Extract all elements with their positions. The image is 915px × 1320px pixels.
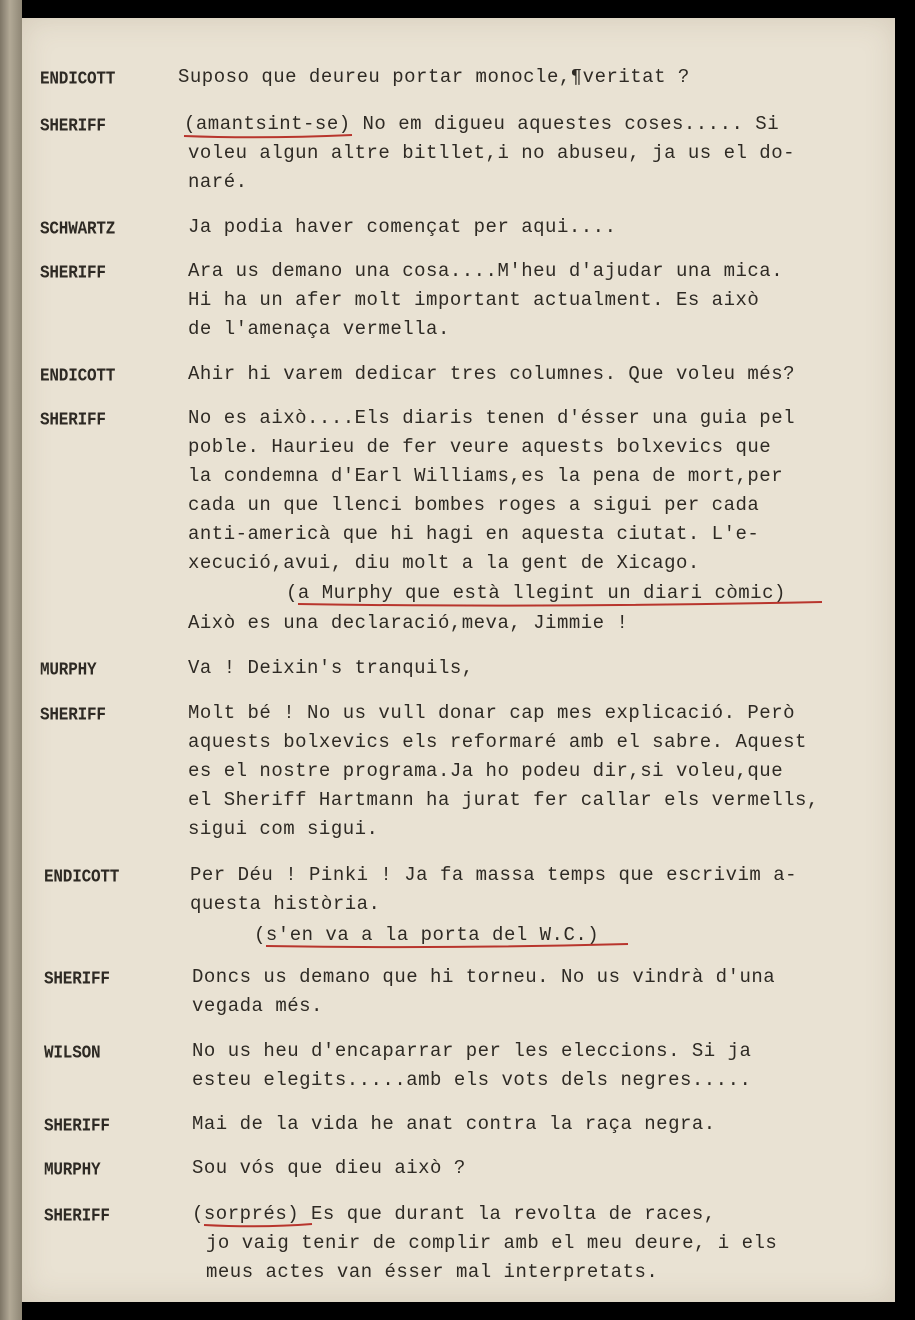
dialogue-line: es el nostre programa.Ja ho podeu dir,si voleu,que — [188, 760, 784, 782]
dialogue-line: anti-americà que hi hagi en aquesta ciutat. L'e- — [188, 523, 760, 545]
speaker-label: MURPHY — [44, 1159, 101, 1181]
dialogue-line: Ahir hi varem dedicar tres columnes. Que voleu més? — [188, 363, 795, 385]
dialogue-line: Ja podia haver començat per aqui.... — [188, 216, 617, 238]
dialogue-line: (sorprés) Es que durant la revolta de races, — [192, 1203, 716, 1225]
speaker-label: MURPHY — [40, 659, 97, 681]
dialogue-line: la condemna d'Earl Williams,es la pena de mort,per — [188, 465, 784, 487]
dialogue-line: cada un que llenci bombes roges a sigui per cada — [188, 494, 760, 516]
speaker-label: SHERIFF — [44, 1205, 110, 1227]
dialogue-line: jo vaig tenir de complir amb el meu deure, i els — [206, 1232, 778, 1254]
speaker-label: WILSON — [44, 1042, 101, 1064]
speaker-label: SHERIFF — [44, 968, 110, 990]
dialogue-line: Ara us demano una cosa....M'heu d'ajudar una mica. — [188, 260, 784, 282]
dialogue-line: Suposo que deureu portar monocle,¶veritat ? — [178, 66, 690, 88]
speaker-label: SHERIFF — [44, 1115, 110, 1137]
dialogue-line: sigui com sigui. — [188, 818, 379, 840]
speaker-label: ENDICOTT — [40, 68, 116, 90]
speaker-label: ENDICOTT — [44, 866, 120, 888]
dialogue-line: Mai de la vida he anat contra la raça negra. — [192, 1113, 716, 1135]
dialogue-line: No es això....Els diaris tenen d'ésser una guia pel — [188, 407, 795, 429]
dialogue-line: Hi ha un afer molt important actualment. Es això — [188, 289, 760, 311]
dialogue-line: naré. — [188, 171, 248, 193]
dialogue-line: voleu algun altre bitllet,i no abuseu, ja us el do- — [188, 142, 795, 164]
stage-direction: (s'en va a la porta del W.C.) — [254, 924, 600, 946]
speaker-label: SHERIFF — [40, 262, 106, 284]
dialogue-line: Molt bé ! No us vull donar cap mes explicació. Però — [188, 702, 795, 724]
dialogue-line: de l'amenaça vermella. — [188, 318, 450, 340]
speaker-label: ENDICOTT — [40, 365, 116, 387]
dialogue-line: aquests bolxevics els reformaré amb el sabre. Aquest — [188, 731, 807, 753]
dialogue-line: Sou vós que dieu això ? — [192, 1157, 466, 1179]
dialogue-line: meus actes van ésser mal interpretats. — [206, 1261, 659, 1283]
dialogue-line: vegada més. — [192, 995, 323, 1017]
dialogue-line: Això es una declaració,meva, Jimmie ! — [188, 612, 629, 634]
dialogue-line: No us heu d'encaparrar per les eleccions. Si ja — [192, 1040, 752, 1062]
speaker-label: SHERIFF — [40, 704, 106, 726]
dialogue-line: Va ! Deixin's tranquils, — [188, 657, 474, 679]
stage-direction: (a Murphy que està llegint un diari còmic) — [286, 582, 786, 604]
dialogue-line: questa història. — [190, 893, 381, 915]
dialogue-line: Doncs us demano que hi torneu. No us vindrà d'una — [192, 966, 776, 988]
speaker-label: SHERIFF — [40, 115, 106, 137]
dialogue-line: (amantsint-se) No em digueu aquestes coses..... Si — [184, 113, 780, 135]
binder-edge — [0, 0, 22, 1320]
dialogue-line: esteu elegits.....amb els vots dels negres..... — [192, 1069, 752, 1091]
dialogue-line: poble. Haurieu de fer veure aquests bolxevics que — [188, 436, 772, 458]
speaker-label: SHERIFF — [40, 409, 106, 431]
dialogue-line: xecució,avui, diu molt a la gent de Xicago. — [188, 552, 700, 574]
speaker-label: SCHWARTZ — [40, 218, 116, 240]
dialogue-line: Per Déu ! Pinki ! Ja fa massa temps que escrivim a- — [190, 864, 797, 886]
dialogue-line: el Sheriff Hartmann ha jurat fer callar els vermells, — [188, 789, 819, 811]
typewritten-page — [22, 18, 895, 1302]
